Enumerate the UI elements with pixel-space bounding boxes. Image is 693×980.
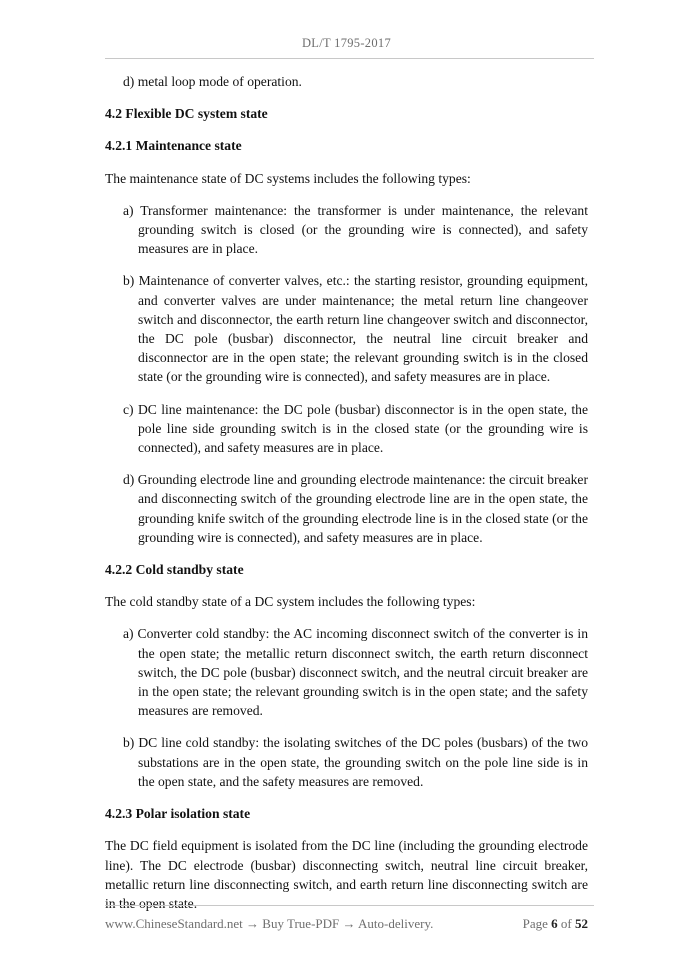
page-number: 6 [551, 916, 558, 931]
arrow-right-icon: → [246, 916, 260, 931]
page-content [105, 72, 588, 926]
list-item-maintenance-a: a) Transformer maintenance: the transformer is under maintenance, the relevant grounding switch is closed (or the grounding wire is connected), and safety measures are in place. [123, 202, 588, 257]
paragraph-cold-standby-intro: The cold standby state of a DC system includes the following types: [105, 594, 476, 610]
section-heading-4-2-2: 4.2.2 Cold standby state [105, 562, 244, 578]
section-heading-4-2-3: 4.2.3 Polar isolation state [105, 806, 251, 822]
list-item-cold-standby-a: a) Converter cold standby: the AC incoming disconnect switch of the converter is in the open state; the metallic return disconnect switch, the earth return disconnect switch, the DC pole (busbar) disconnect switch, and the neutral circuit breaker are in the open state; the relevant grounding switch is in the open state; and the safety measures are removed. [123, 626, 588, 719]
buy-pdf-link[interactable]: Buy True-PDF [262, 916, 340, 931]
section-heading-4-2-1: 4.2.1 Maintenance state [105, 138, 242, 154]
footer-links [105, 916, 433, 932]
section-heading-4-2: 4.2 Flexible DC system state [105, 106, 268, 122]
paragraph-polar-isolation: The DC field equipment is isolated from the DC line (including the grounding electrode line). The DC electrode (busbar) disconnecting switch, neutral line circuit breaker, metallic return line disconnecting switch, and earth return line disconnecting switch are in the open state. [105, 838, 588, 911]
total-pages: 52 [575, 916, 588, 931]
list-item-cold-standby-b: b) DC line cold standby: the isolating switches of the DC poles (busbars) of the two substations are in the open state, the grounding switch on the pole line side is in the open state, and the safety measures are removed. [123, 735, 588, 789]
list-item-maintenance-d: d) Grounding electrode line and grounding electrode maintenance: the circuit breaker and disconnecting switch of the grounding electrode line are in the open state, the grounding knife switch of the grounding electrode line is in the closed state (or the grounding wire is connected), and safety measures are in place. [123, 472, 588, 545]
list-item-maintenance-b: b) Maintenance of converter valves, etc.: the starting resistor, grounding equipment, and converter valves are under maintenance; the metal return line changeover switch and disconnector, the earth return line changeover switch and disconnector, the DC pole (busbar) disconnector, the neutral line circuit breaker and disconnector are in the open state; the relevant grounding switch is in the closed state (or the grounding wire is connected), and safety measures are in place. [123, 273, 588, 385]
header-doc-code: DL/T 1795-2017 [301, 36, 392, 50]
site-link[interactable]: www.ChineseStandard.net [105, 916, 243, 931]
header-divider [105, 58, 594, 59]
arrow-right-icon: → [342, 916, 356, 931]
footer-divider [105, 905, 594, 906]
paragraph-maintenance-intro: The maintenance state of DC systems includes the following types: [105, 170, 471, 186]
list-item-maintenance-c: c) DC line maintenance: the DC pole (busbar) disconnector is in the open state, the pole line side grounding switch is in the closed state (or the grounding wire is connected), and safety measures are in place. [123, 401, 588, 456]
of-word: of [560, 916, 572, 931]
auto-delivery-text: Auto-delivery. [358, 916, 434, 931]
page-word: Page [522, 916, 548, 931]
list-item-metal-loop: d) metal loop mode of operation. [123, 74, 302, 89]
page-indicator [523, 916, 588, 932]
